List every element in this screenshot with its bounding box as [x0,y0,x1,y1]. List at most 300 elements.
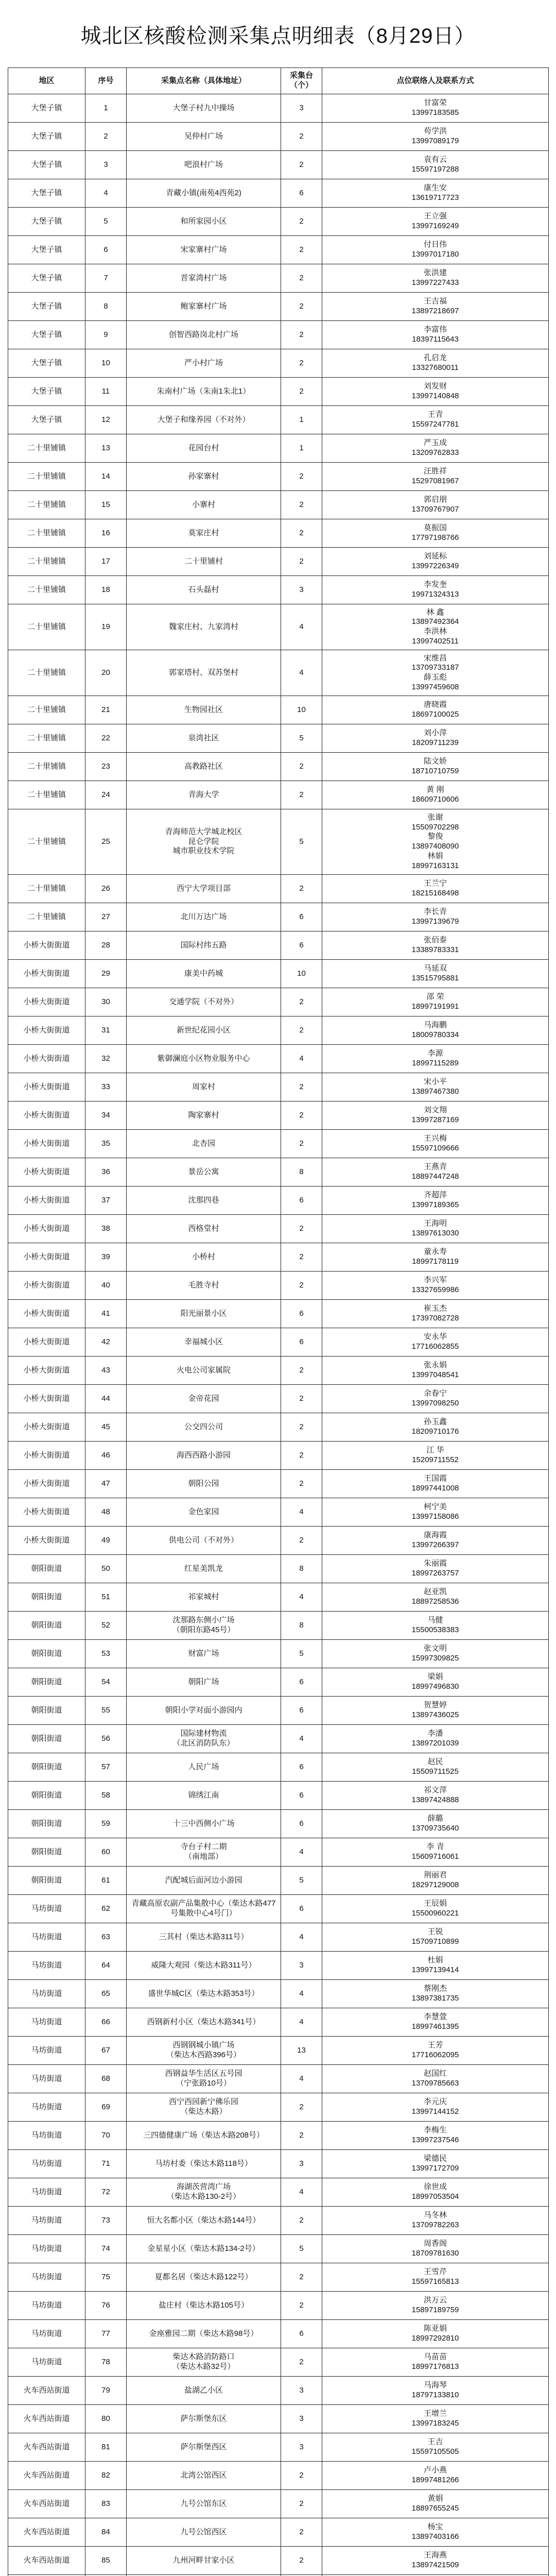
header-count: 采集台（个） [281,68,322,94]
contact-cell: 李发奎 19971324313 [322,576,549,604]
area-cell: 小桥大街街道 [8,1300,85,1328]
table-row [8,2150,549,2178]
location-cell: 北川万达广场 [127,903,281,931]
table-row [8,2462,549,2490]
location-cell: 西钢益华生活区五号园 （宁张路10号） [127,2065,281,2093]
contact-cell: 蔡刚杰 13897381735 [322,1980,549,2008]
contact-cell: 张文明 15997309825 [322,1640,549,1668]
number-cell: 29 [85,960,127,988]
table-row [8,1640,549,1668]
table-row [8,931,549,960]
table-row [8,1668,549,1697]
page-title: 城北区核酸检测采集点明细表（8月29日） [80,25,476,47]
table-row [8,1697,549,1725]
table-row [8,1385,549,1413]
location-cell: 和所家园小区 [127,208,281,236]
count-cell: 5 [281,1640,322,1668]
table-row [8,988,549,1016]
location-cell: 九号公馆西区 [127,2518,281,2547]
count-cell: 4 [281,604,322,650]
count-cell: 5 [281,724,322,753]
area-cell: 大堡子镇 [8,179,85,208]
count-cell: 4 [281,1583,322,1612]
contact-cell: 林 鑫 13897492364 李洪林 13997402511 [322,604,549,650]
contact-cell: 莫振国 17797198766 [322,519,549,548]
contact-cell: 安永华 17716062855 [322,1328,549,1357]
count-cell: 6 [281,1697,322,1725]
table-row [8,1583,549,1612]
area-cell: 二十里铺镇 [8,875,85,903]
location-cell: 财富广场 [127,1640,281,1668]
count-cell: 6 [281,1810,322,1838]
count-cell: 2 [281,1243,322,1272]
number-cell: 41 [85,1300,127,1328]
number-cell: 77 [85,2320,127,2348]
area-cell: 大堡子镇 [8,264,85,293]
location-cell: 西钢钢城小镇广场 （柴达木西路396号） [127,2037,281,2065]
area-cell: 小桥大街街道 [8,1101,85,1130]
contact-cell: 马海鹏 18009780334 [322,1016,549,1045]
contact-cell: 马延双 13515795881 [322,960,549,988]
contact-cell: 孔启龙 13327680011 [322,349,549,378]
count-cell: 6 [281,2320,322,2348]
contact-cell: 张洪建 13997227433 [322,264,549,293]
contact-cell: 康海霞 13997266397 [322,1527,549,1555]
count-cell: 3 [281,1952,322,1980]
table-row [8,2433,549,2462]
location-cell: 盐庄村（柴达木路105号） [127,2292,281,2320]
table-row [8,2320,549,2348]
number-cell: 22 [85,724,127,753]
table-row [8,1158,549,1187]
location-cell: 萨尔斯堡东区 [127,2405,281,2433]
contact-cell: 王兴梅 15597109666 [322,1130,549,1158]
number-cell: 59 [85,1810,127,1838]
location-cell: 西格堂村 [127,1215,281,1243]
count-cell: 2 [281,519,322,548]
number-cell: 11 [85,378,127,406]
number-cell: 78 [85,2348,127,2377]
contact-cell: 祁文萍 13897424888 [322,1782,549,1810]
contact-cell: 王增兰 13997183245 [322,2405,549,2433]
contact-cell: 童永寿 18997178119 [322,1243,549,1272]
location-cell: 恒大名都小区（柴达木路144号） [127,2207,281,2235]
count-cell: 2 [281,753,322,781]
contact-cell: 张永娟 13997048541 [322,1357,549,1385]
contact-cell: 汪胜祥 15297081967 [322,463,549,491]
location-cell: 莫家庄村 [127,519,281,548]
area-cell: 马坊街道 [8,2207,85,2235]
table-row [8,2008,549,2037]
contact-cell: 宋小平 13897467380 [322,1073,549,1101]
table-row [8,1272,549,1300]
contact-cell: 唐晓霞 18697100025 [322,696,549,724]
count-cell: 2 [281,2348,322,2377]
table-row [8,2178,549,2207]
table-row [8,491,549,519]
contact-cell: 贺慧婷 13897436025 [322,1697,549,1725]
location-cell: 青藏小镇(南苑4西苑2) [127,179,281,208]
area-cell: 大堡子镇 [8,151,85,179]
area-cell: 小桥大街街道 [8,1413,85,1442]
area-cell: 二十里铺镇 [8,650,85,696]
table-row [8,2122,549,2150]
number-cell: 45 [85,1413,127,1442]
location-cell: 沈那路东侧小广场 （朝阳东路45号） [127,1612,281,1640]
header-no: 序号 [85,68,127,94]
location-cell: 吴仲村广场 [127,123,281,151]
contact-cell: 李长青 13997139679 [322,903,549,931]
area-cell: 小桥大街街道 [8,1385,85,1413]
contact-cell: 康生安 13619717723 [322,179,549,208]
location-cell: 金帝花园 [127,1385,281,1413]
header-contact: 点位联络人及联系方式 [322,68,549,94]
area-cell: 大堡子镇 [8,236,85,264]
number-cell: 52 [85,1612,127,1640]
count-cell: 2 [281,349,322,378]
number-cell: 32 [85,1045,127,1073]
table-row [8,650,549,696]
number-cell: 61 [85,1867,127,1895]
area-cell: 小桥大街街道 [8,1130,85,1158]
location-cell: 陶家寨村 [127,1101,281,1130]
area-cell: 火车西站街道 [8,2462,85,2490]
contact-cell: 刘发财 13997140848 [322,378,549,406]
table-row [8,2547,549,2575]
location-cell: 吧浪村广场 [127,151,281,179]
count-cell: 5 [281,809,322,875]
contact-cell: 马健 15500538383 [322,1612,549,1640]
location-cell: 柴达木路消防路口 （柴达木路32号） [127,2348,281,2377]
area-cell: 马坊街道 [8,1923,85,1952]
area-cell: 马坊街道 [8,2263,85,2292]
count-cell: 4 [281,1838,322,1867]
contact-cell: 严玉成 13209762833 [322,434,549,463]
area-cell: 大堡子镇 [8,123,85,151]
table-row [8,1725,549,1753]
number-cell: 60 [85,1838,127,1867]
table-row [8,2292,549,2320]
table-row [8,151,549,179]
table-row [8,1016,549,1045]
table-row [8,548,549,576]
table-row [8,1187,549,1215]
count-cell: 4 [281,2008,322,2037]
count-cell: 2 [281,2093,322,2122]
table-row [8,463,549,491]
count-cell: 1 [281,406,322,434]
location-cell: 石头磊村 [127,576,281,604]
contact-cell: 李梅生 13997237546 [322,2122,549,2150]
table-row [8,1243,549,1272]
number-cell: 85 [85,2547,127,2575]
contact-cell: 王雪芹 15597165813 [322,2263,549,2292]
area-cell: 火车西站街道 [8,2490,85,2518]
table-row [8,1442,549,1470]
location-cell: 海西西路小游园 [127,1442,281,1470]
area-cell: 二十里铺镇 [8,903,85,931]
table-row [8,576,549,604]
area-cell: 马坊街道 [8,2320,85,2348]
number-cell: 10 [85,349,127,378]
number-cell: 76 [85,2292,127,2320]
count-cell: 2 [281,875,322,903]
number-cell: 39 [85,1243,127,1272]
table-row [8,2263,549,2292]
table-row [8,2207,549,2235]
location-cell: 宋家寨村广场 [127,236,281,264]
location-cell: 严小村广场 [127,349,281,378]
number-cell: 70 [85,2122,127,2150]
table-row [8,604,549,650]
area-cell: 小桥大街街道 [8,1272,85,1300]
location-cell: 小寨村 [127,491,281,519]
table-row [8,1470,549,1498]
table-row [8,2377,549,2405]
location-cell: 阳光丽景小区 [127,1300,281,1328]
count-cell: 3 [281,2150,322,2178]
location-cell: 青海大学 [127,781,281,809]
area-cell: 小桥大街街道 [8,1073,85,1101]
number-cell: 66 [85,2008,127,2037]
number-cell: 2 [85,123,127,151]
location-cell: 生物园社区 [127,696,281,724]
area-cell: 朝阳街道 [8,1697,85,1725]
number-cell: 33 [85,1073,127,1101]
area-cell: 马坊街道 [8,2065,85,2093]
area-cell: 火车西站街道 [8,2518,85,2547]
number-cell: 5 [85,208,127,236]
location-cell: 魏家庄村、九家湾村 [127,604,281,650]
number-cell: 3 [85,151,127,179]
contact-cell: 崔玉杰 17397082728 [322,1300,549,1328]
number-cell: 16 [85,519,127,548]
table-row [8,2348,549,2377]
location-cell: 汽配城后面河边小游园 [127,1867,281,1895]
count-cell: 2 [281,2547,322,2575]
table-row [8,434,549,463]
area-cell: 小桥大街街道 [8,1498,85,1527]
count-cell: 4 [281,1980,322,2008]
table-row [8,123,549,151]
table-row [8,1498,549,1527]
contact-cell: 刘延标 13997226349 [322,548,549,576]
area-cell: 火车西站街道 [8,2405,85,2433]
contact-cell: 梁娟 18997496830 [322,1668,549,1697]
table-row [8,94,549,123]
table-row [8,519,549,548]
count-cell: 2 [281,378,322,406]
location-cell: 红星美凯龙 [127,1555,281,1583]
area-cell: 小桥大街街道 [8,1470,85,1498]
table-row [8,1073,549,1101]
area-cell: 二十里铺镇 [8,724,85,753]
count-cell: 2 [281,2263,322,2292]
table-row [8,696,549,724]
table-row [8,809,549,875]
number-cell: 73 [85,2207,127,2235]
count-cell: 2 [281,1413,322,1442]
number-cell: 36 [85,1158,127,1187]
area-cell: 马坊街道 [8,2122,85,2150]
table-row [8,1130,549,1158]
count-cell: 6 [281,1895,322,1923]
table-row [8,753,549,781]
location-cell: 青藏高原农副产品集散中心（柴达木路477号集散中心4号门） [127,1895,281,1923]
location-cell: 金星星小区（柴达木路134-2号） [127,2235,281,2263]
location-cell: 九号公馆东区 [127,2490,281,2518]
area-cell: 大堡子镇 [8,293,85,321]
contact-cell: 王吉 15597105505 [322,2433,549,2462]
number-cell: 50 [85,1555,127,1583]
number-cell: 20 [85,650,127,696]
location-cell: 泉湾社区 [127,724,281,753]
table-row [8,1782,549,1810]
table-row [8,321,549,349]
number-cell: 40 [85,1272,127,1300]
table-row [8,1328,549,1357]
contact-cell: 王兰宁 18215168498 [322,875,549,903]
location-cell: 供电公司（不对外） [127,1527,281,1555]
area-cell: 马坊街道 [8,2093,85,2122]
contact-cell: 马苗苗 18997176813 [322,2348,549,2377]
contact-cell: 陈亚娟 18997292810 [322,2320,549,2348]
contact-cell: 荆丽君 18297129008 [322,1867,549,1895]
count-cell: 4 [281,2178,322,2207]
location-cell: 北杏园 [127,1130,281,1158]
count-cell: 4 [281,1725,322,1753]
contact-cell: 袁有云 15597197288 [322,151,549,179]
table-row [8,1980,549,2008]
count-cell: 6 [281,903,322,931]
area-cell: 马坊街道 [8,2348,85,2377]
area-cell: 小桥大街街道 [8,931,85,960]
number-cell: 58 [85,1782,127,1810]
contact-cell: 王立强 13997169249 [322,208,549,236]
count-cell: 2 [281,2518,322,2547]
count-cell: 6 [281,1300,322,1328]
table-row [8,264,549,293]
contact-cell: 李兴军 13327659986 [322,1272,549,1300]
table-row [8,406,549,434]
number-cell: 1 [85,94,127,123]
area-cell: 小桥大街街道 [8,1357,85,1385]
table-header-row [8,68,549,94]
number-cell: 46 [85,1442,127,1470]
area-cell: 大堡子镇 [8,349,85,378]
area-cell: 小桥大街街道 [8,1215,85,1243]
location-cell: 马坊村委（柴达木路118号） [127,2150,281,2178]
count-cell: 2 [281,988,322,1016]
contact-cell: 王燕青 18897447248 [322,1158,549,1187]
count-cell: 2 [281,1073,322,1101]
table-row [8,179,549,208]
area-cell: 二十里铺镇 [8,753,85,781]
count-cell: 2 [281,123,322,151]
table-row [8,1612,549,1640]
contact-cell: 杨宝 13897403166 [322,2518,549,2547]
number-cell: 72 [85,2178,127,2207]
contact-cell: 王海明 13897613030 [322,1215,549,1243]
contact-cell: 余春宁 13997098250 [322,1385,549,1413]
area-cell: 火车西站街道 [8,2547,85,2575]
number-cell: 54 [85,1668,127,1697]
number-cell: 65 [85,1980,127,2008]
location-cell: 新世纪花园小区 [127,1016,281,1045]
collection-point-table [8,67,549,2576]
table-row [8,1838,549,1867]
table-row [8,781,549,809]
number-cell: 27 [85,903,127,931]
location-cell: 火电公司家属院 [127,1357,281,1385]
count-cell: 2 [281,236,322,264]
location-cell: 国际村纬五路 [127,931,281,960]
number-cell: 28 [85,931,127,960]
table-row [8,2037,549,2065]
count-cell: 2 [281,1215,322,1243]
number-cell: 53 [85,1640,127,1668]
table-row [8,2235,549,2263]
count-cell: 6 [281,1782,322,1810]
count-cell: 4 [281,1045,322,1073]
table-row [8,1867,549,1895]
count-cell: 6 [281,1187,322,1215]
number-cell: 21 [85,696,127,724]
contact-cell: 杜娟 13997139414 [322,1952,549,1980]
number-cell: 13 [85,434,127,463]
contact-cell: 李元庆 13997144152 [322,2093,549,2122]
count-cell: 6 [281,931,322,960]
contact-cell: 黄娟 18897655245 [322,2490,549,2518]
contact-cell: 王辰娟 15500960221 [322,1895,549,1923]
count-cell: 2 [281,548,322,576]
contact-cell: 刘小萍 18209711239 [322,724,549,753]
count-cell: 10 [281,960,322,988]
area-cell: 大堡子镇 [8,406,85,434]
count-cell: 6 [281,1328,322,1357]
area-cell: 马坊街道 [8,1895,85,1923]
number-cell: 68 [85,2065,127,2093]
number-cell: 26 [85,875,127,903]
table-row [8,2065,549,2093]
count-cell: 3 [281,2433,322,2462]
count-cell: 2 [281,1527,322,1555]
area-cell: 二十里铺镇 [8,576,85,604]
area-cell: 朝阳街道 [8,1867,85,1895]
number-cell: 4 [85,179,127,208]
table-row [8,1810,549,1838]
count-cell: 2 [281,2462,322,2490]
count-cell: 4 [281,2065,322,2093]
area-cell: 朝阳街道 [8,1782,85,1810]
area-cell: 小桥大街街道 [8,1243,85,1272]
number-cell: 25 [85,809,127,875]
contact-cell: 王吉福 13897218697 [322,293,549,321]
contact-cell: 王国霞 18997441008 [322,1470,549,1498]
location-cell: 萨尔斯堡西区 [127,2433,281,2462]
table-row [8,1555,549,1583]
number-cell: 38 [85,1215,127,1243]
contact-cell: 李慧萱 18997461395 [322,2008,549,2037]
table-row [8,1952,549,1980]
location-cell: 西宁大学项目部 [127,875,281,903]
area-cell: 马坊街道 [8,2037,85,2065]
number-cell: 84 [85,2518,127,2547]
contact-cell: 邵 荣 18997191991 [322,988,549,1016]
contact-cell: 李源 18997115289 [322,1045,549,1073]
location-cell: 周家村 [127,1073,281,1101]
location-cell: 花园台村 [127,434,281,463]
